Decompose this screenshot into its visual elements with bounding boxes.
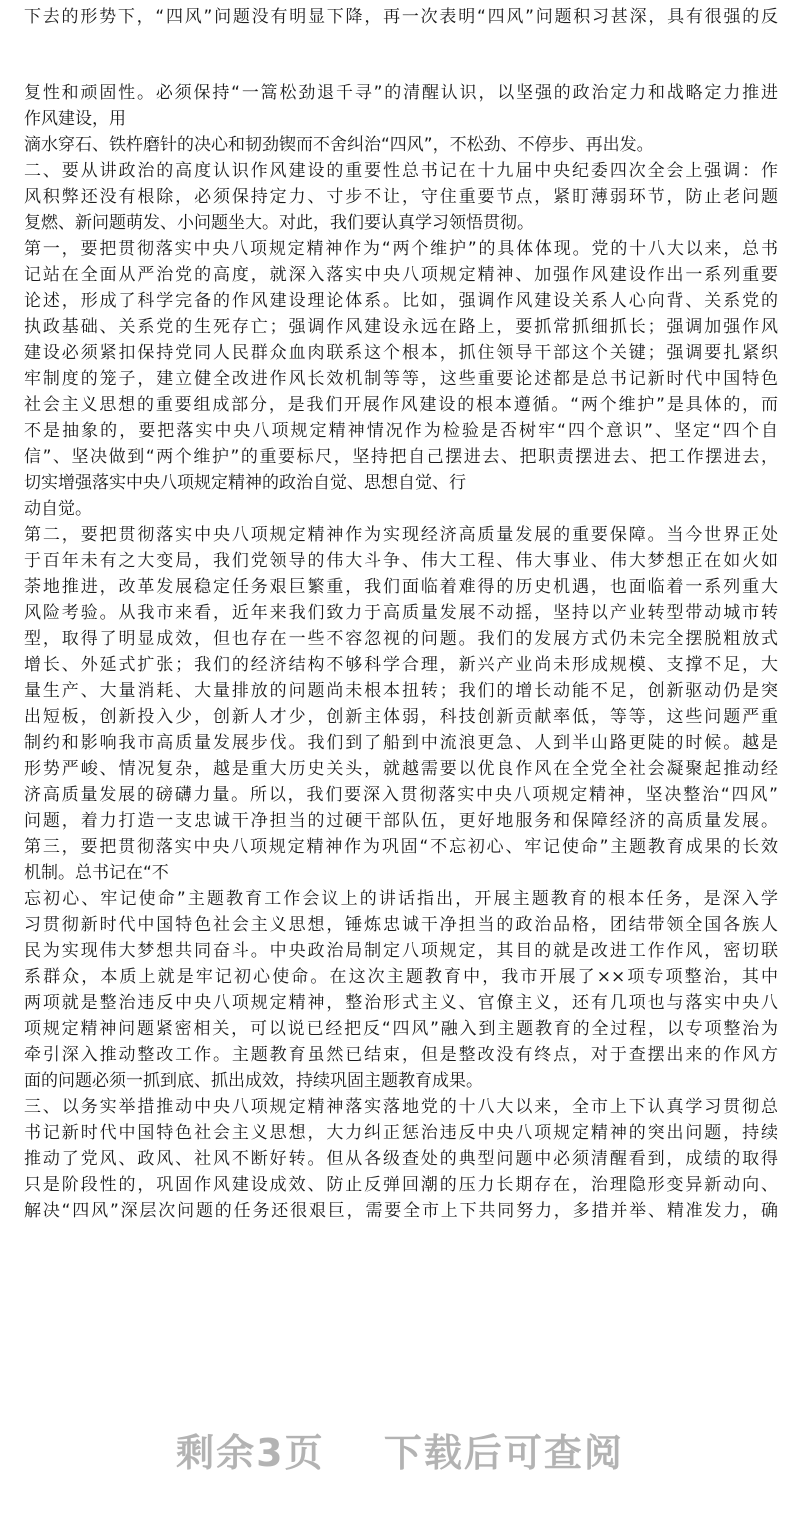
text-line: 复性和顽固性。必须保持“一篙松劲退千寻”的清醒认识，以坚强的政治定力和战略定力推进 <box>24 83 778 103</box>
text-line: 复燃、新问题萌发、小问题坐大。对此，我们要认真学习领悟贯彻。 <box>24 213 534 233</box>
text-line: 解决“四风”深层次问题的任务还很艰巨，需要全市上下共同努力，多措并举、精准发力，确 <box>24 1201 778 1221</box>
text-line: 济高质量发展的磅礴力量。所以，我们要深入贯彻落实中央八项规定精神，坚决整治“四风” <box>24 785 778 805</box>
remaining-pages-label: 剩余3页 <box>176 1431 325 1475</box>
document-body <box>24 0 778 1224</box>
download-to-view-label: 下载后可查阅 <box>383 1431 624 1475</box>
text-line: 出短板，创新投入少，创新人才少，创新主体弱，科技创新贡献率低，等等，这些问题严重 <box>24 707 778 727</box>
text-line: 于百年未有之大变局，我们党领导的伟大斗争、伟大工程、伟大事业、伟大梦想正在如火如 <box>24 551 778 571</box>
text-line: 风积弊还没有根除，必须保持定力、寸步不让，守住重要节点，紧盯薄弱环节，防止老问题 <box>24 187 778 207</box>
text-line: 只是阶段性的，巩固作风建设成效、防止反弹回潮的压力长期存在，治理隐形变异新动向、 <box>24 1175 778 1195</box>
text-line: 量生产、大量消耗、大量排放的问题尚未根本扭转；我们的增长动能不足，创新驱动仍是突 <box>24 681 778 701</box>
text-line: 下去的形势下，“四风”问题没有明显下降，再一次表明“四风”问题积习甚深，具有很强的反 <box>24 7 778 27</box>
text-line: 信”、坚决做到“两个维护”的重要标尺，坚持把自己摆进去、把职责摆进去、把工作摆进去， <box>24 447 778 467</box>
text-line: 动自觉。 <box>24 499 92 519</box>
text-line: 制约和影响我市高质量发展步伐。我们到了船到中流浪更急、人到半山路更陡的时候。越是 <box>24 733 778 753</box>
text-line: 建设必须紧扣保持党同人民群众血肉联系这个根本，抓住领导干部这个关键；强调要扎紧织 <box>24 343 778 363</box>
text-line: 第三，要把贯彻落实中央八项规定精神作为巩固“不忘初心、牢记使命”主题教育成果的长效 <box>24 837 778 857</box>
text-line: 二、要从讲政治的高度认识作风建设的重要性总书记在十九届中央纪委四次全会上强调：作 <box>24 161 778 181</box>
text-line: 风险考验。从我市来看，近年来我们致力于高质量发展不动摇，坚持以产业转型带动城市转 <box>24 603 778 623</box>
text-line: 系群众，本质上就是牢记初心使命。在这次主题教育中，我市开展了××项专项整治，其中 <box>24 967 778 987</box>
text-line: 切实增强落实中央八项规定精神的政治自觉、思想自觉、行 <box>24 473 466 493</box>
text-line: 面的问题必须一抓到底、抓出成效，持续巩固主题教育成果。 <box>24 1071 483 1091</box>
text-line: 荼地推进，改革发展稳定任务艰巨繁重，我们面临着难得的历史机遇，也面临着一系列重大 <box>24 577 778 597</box>
download-prompt[interactable] <box>0 1422 800 1477</box>
text-line: 机制。总书记在“不 <box>24 863 169 883</box>
text-line: 两项就是整治违反中央八项规定精神，整治形式主义、官僚主义，还有几项也与落实中央八 <box>24 993 778 1013</box>
text-line: 执政基础、关系党的生死存亡；强调作风建设永远在路上，要抓常抓细抓长；强调加强作风 <box>24 317 778 337</box>
text-line: 书记新时代中国特色社会主义思想，大力纠正惩治违反中央八项规定精神的突出问题，持续 <box>24 1123 778 1143</box>
text-line: 项规定精神问题紧密相关，可以说已经把反“四风”融入到主题教育的全过程，以专项整治为 <box>24 1019 778 1039</box>
text-line: 形势严峻、情况复杂，越是重大历史关头，就越需要以优良作风在全党全社会凝聚起推动经 <box>24 759 778 779</box>
text-line: 习贯彻新时代中国特色社会主义思想，锤炼忠诚干净担当的政治品格，团结带领全国各族人 <box>24 915 778 935</box>
text-line: 滴水穿石、铁杵磨针的决心和韧劲锲而不舍纠治“四风”，不松劲、不停步、再出发。 <box>24 135 654 155</box>
text-line: 第二，要把贯彻落实中央八项规定精神作为实现经济高质量发展的重要保障。当今世界正处 <box>24 525 778 545</box>
text-line: 第一，要把贯彻落实中央八项规定精神作为“两个维护”的具体体现。党的十八大以来，总书 <box>24 239 778 259</box>
text-line: 记站在全面从严治党的高度，就深入落实中央八项规定精神、加强作风建设作出一系列重要 <box>24 265 778 285</box>
text-line: 社会主义思想的重要组成部分，是我们开展作风建设的根本遵循。“两个维护”是具体的，而 <box>24 395 778 415</box>
text-line: 问题，着力打造一支忠诚干净担当的过硬干部队伍，更好地服务和保障经济的高质量发展。 <box>24 811 778 831</box>
text-line: 不是抽象的，要把落实中央八项规定精神情况作为检验是否树牢“四个意识”、坚定“四个自 <box>24 421 778 441</box>
text-line: 增长、外延式扩张；我们的经济结构不够科学合理，新兴产业尚未形成规模、支撑不足，大 <box>24 655 778 675</box>
text-line: 牵引深入推动整改工作。主题教育虽然已结束，但是整改没有终点，对于查摆出来的作风方 <box>24 1045 778 1065</box>
text-line: 忘初心、牢记使命”主题教育工作会议上的讲话指出，开展主题教育的根本任务，是深入学 <box>24 889 778 909</box>
text-line: 型，取得了明显成效，但也存在一些不容忽视的问题。我们的发展方式仍未完全摆脱粗放式 <box>24 629 778 649</box>
text-line: 民为实现伟大梦想共同奋斗。中央政治局制定八项规定，其目的就是改进工作作风，密切联 <box>24 941 778 961</box>
text-line: 推动了党风、政风、社风不断好转。但从各级查处的典型问题中必须清醒看到，成绩的取得 <box>24 1149 778 1169</box>
text-line: 三、以务实举措推动中央八项规定精神落实落地党的十八大以来，全市上下认真学习贯彻总 <box>24 1097 778 1117</box>
text-line: 论述，形成了科学完备的作风建设理论体系。比如，强调作风建设关系人心向背、关系党的 <box>24 291 778 311</box>
text-line: 作风建设，用 <box>24 109 126 129</box>
text-line: 牢制度的笼子，建立健全改进作风长效机制等等，这些重要论述都是总书记新时代中国特色 <box>24 369 778 389</box>
